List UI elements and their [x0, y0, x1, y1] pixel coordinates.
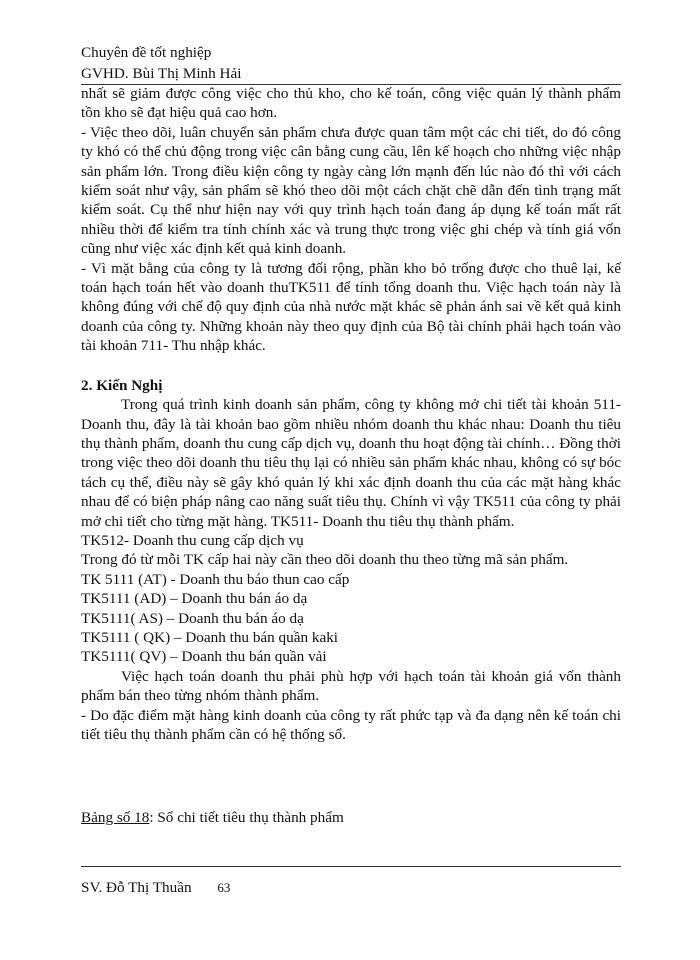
paragraph: Trong đó từ mỗi TK cấp hai này cần theo dõi doanh thu theo từng mã sản phẩm.: [81, 551, 569, 569]
footer-divider: [81, 866, 621, 867]
account-item: TK 5111 (AT) - Doanh thu báo thun cao cấp: [81, 570, 350, 588]
section-heading: 2. Kiến Nghị: [81, 376, 163, 394]
page-header: [81, 42, 621, 84]
paragraph: nhất sẽ giảm được công việc cho thủ kho, cho kế toán, công việc quản lý thành phẩm tồn kho sẽ đạt hiệu quả cao hơn.: [81, 85, 621, 122]
account-list: [81, 570, 621, 667]
account-item: TK5111( AS) – Doanh thu bán áo dạ: [81, 609, 304, 627]
table-caption-text: : Sổ chi tiết tiêu thụ thành phẩm: [149, 809, 344, 826]
paragraph: TK512- Doanh thu cung cấp dịch vụ: [81, 531, 304, 549]
page-body: [81, 84, 621, 744]
account-item: TK5111 ( QK) – Doanh thu bán quần kaki: [81, 628, 339, 646]
table-caption: [81, 808, 344, 827]
paragraph: Trong quá trình kinh doanh sản phẩm, công ty không mở chi tiết tài khoản 511- Doanh thu, đây là tài khoản bao gồm nhiều nhóm doanh thu khác nhau: Doanh thu tiêu thụ thành phẩm, doanh thu cung cấp dịch vụ, doanh thu hoạt động tài chính… Đồng thời trong việc theo dõi doanh thu tiêu thụ lại có nhiều sản phẩm khác nhau, không có sự bóc tách cụ thể, điều này sẽ gây khó quản lý khi xác định doanh thu của các mặt hàng khác nhau để có biện pháp nâng cao năng suất tiêu thụ. Chính vì vậy TK511 của công ty phải mở chi tiết cho từng mặt hàng. TK511- Doanh thu tiêu thụ thành phẩm.: [81, 396, 621, 530]
footer-student: SV. Đỗ Thị Thuần: [81, 879, 192, 896]
account-item: TK5111 (AD) – Doanh thu bán áo dạ: [81, 590, 308, 608]
paragraph: - Do đặc điểm mặt hàng kinh doanh của công ty rất phức tạp và đa dạng nên kế toán chi tiết tiêu thụ thành phẩm cần có hệ thống sổ.: [81, 706, 621, 743]
account-item: TK5111( QV) – Doanh thu bán quần vải: [81, 648, 327, 666]
header-advisor: GVHD. Bùi Thị Minh Hải: [81, 65, 242, 82]
table-caption-label: Bảng số 18: [81, 809, 150, 826]
page-footer: [81, 878, 621, 897]
paragraph: Việc hạch toán doanh thu phải phù hợp với hạch toán tài khoản giá vốn thành phẩm bán theo từng nhóm thành phẩm.: [81, 667, 621, 705]
page-number: 63: [217, 880, 231, 895]
header-topic: Chuyên đề tốt nghiệp: [81, 44, 212, 61]
paragraph: - Việc theo dõi, luân chuyển sản phẩm chưa được quan tâm một các chi tiết, do đó công ty khó có thể chủ động trong việc cân bằng cung cầu, lên kế hoạch cho những việc nhập sản phẩm lớn. Trong điều kiện công ty ngày càng lớn mạnh đến lúc nào đó thì với cách kiểm soát như vậy, sản phẩm sẽ khó theo dõi một cách chặt chẽ dẫn đến tình trạng mất kiểm soát. Cụ thể như hiện nay với quy trình hạch toán đang áp dụng kế toán mất rất nhiều thời để kiểm tra tính chính xác và trung thực trong việc ghi chép và tính giá vốn cũng như việc xác định kết quả kinh doanh.: [81, 123, 621, 258]
paragraph: - Vì mặt bằng của công ty là tương đối rộng, phần kho bỏ trống được cho thuê lại, kế toán hạch toán hết vào doanh thuTK511 để tính tổng doanh thu. Việc hạch toán này là không đúng với chế độ quy định của nhà nước mặt khác sẽ phản ánh sai về kết quả kinh doanh của công ty. Những khoản này theo quy định của Bộ tài chính phải hạch toán vào tài khoản 711- Thu nhập khác.: [81, 259, 621, 355]
